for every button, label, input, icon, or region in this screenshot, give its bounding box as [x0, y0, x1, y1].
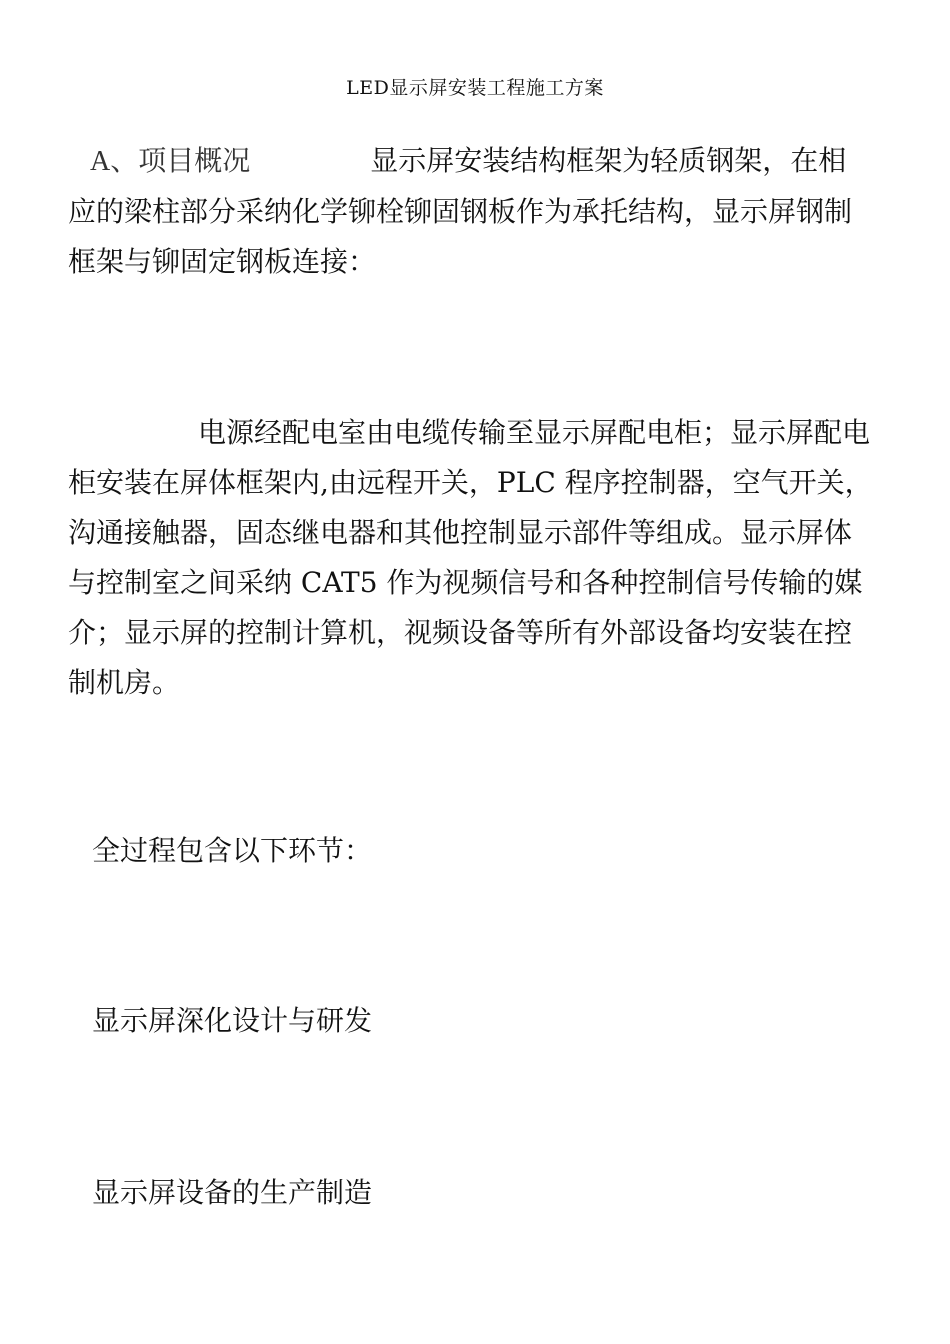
- process-step: 显示屏深化设计与研发: [92, 1004, 373, 1037]
- page-header-title: LED显示屏安装工程施工方案: [346, 77, 604, 99]
- power-body: 电源经配电室由电缆传输至显示屏配电柜；显示屏配电柜安装在屏体框架内,由远程开关，PLC 程序控制器，空气开关，沟通接触器，固态继电器和其他控制显示部件等组成。显示屏体与控制室之间采纳 CAT5 作为视频信号和各种控制信号传输的媒介；显示屏的控制计算机，视频设备等所有外部设备均安装在控制机房。: [68, 416, 873, 699]
- section-a-body: 显示屏安装结构框架为轻质钢架，在相应的梁柱部分采纳化学铆栓铆固钢板作为承托结构，显示屏钢制框架与铆固定钢板连接：: [68, 144, 853, 278]
- section-a-paragraph: [68, 136, 873, 287]
- power-paragraph: [68, 408, 873, 708]
- section-a-heading: A、项目概况: [90, 146, 251, 177]
- process-step: 显示屏设备的生产制造: [92, 1176, 373, 1209]
- process-intro: 全过程包含以下环节：: [92, 834, 373, 867]
